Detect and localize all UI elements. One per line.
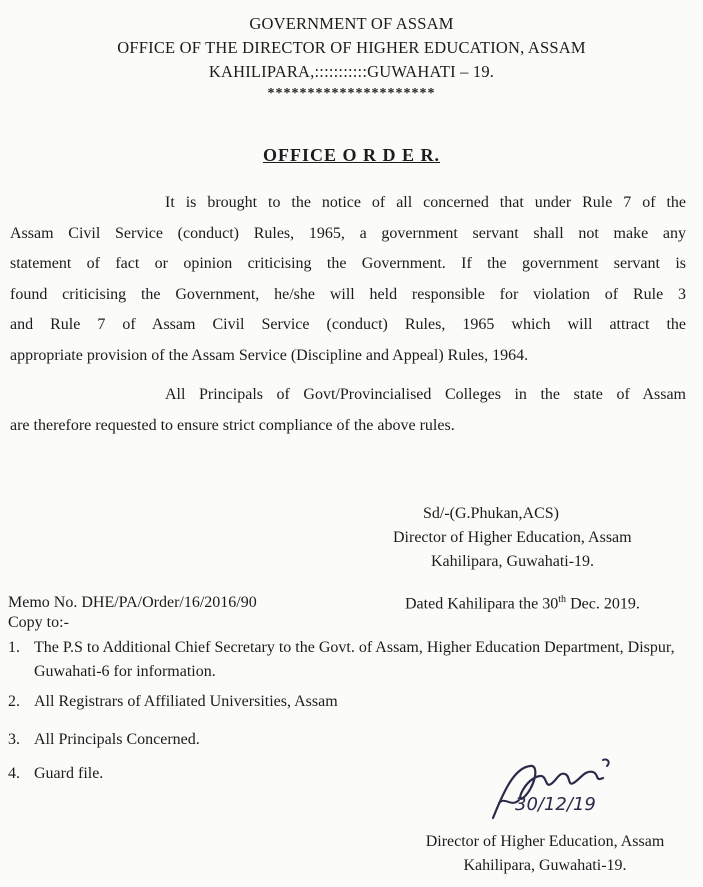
memo-date-suffix: Dec. 2019. <box>566 595 640 613</box>
memo-number: Memo No. DHE/PA/Order/16/2016/90 <box>8 594 257 611</box>
footer-signature <box>395 830 695 878</box>
copy-to-item-number: 2. <box>8 693 20 710</box>
document-title <box>0 145 703 166</box>
svg-text:30/12/19: 30/12/19 <box>515 794 596 815</box>
copy-to-item-text: The P.S to Additional Chief Secretary to the Govt. of Assam, Higher Education Department, Dispur, Guwahati-6 for information. <box>34 639 675 680</box>
header-office: OFFICE OF THE DIRECTOR OF HIGHER EDUCATION, ASSAM <box>117 38 586 57</box>
paragraph-1-line: found criticising the Government, he/she will held responsible for violation of Rule 3 <box>10 285 686 303</box>
header-divider-stars: ********************* <box>267 86 436 101</box>
copy-to-label: Copy to:- <box>8 614 69 631</box>
paragraph-2-line: are therefore requested to ensure strict compliance of the above rules. <box>10 416 455 434</box>
copy-to-item-number: 1. <box>8 639 20 656</box>
header-government: GOVERNMENT OF ASSAM <box>249 14 454 33</box>
signatory-name: Sd/-(G.Phukan,ACS) <box>423 505 560 522</box>
footer-designation: Director of Higher Education, Assam <box>425 833 665 850</box>
handwritten-signature <box>485 748 635 828</box>
paragraph-1-line: Assam Civil Service (conduct) Rules, 1965, a government servant shall not make any <box>10 224 686 242</box>
paragraph-1-line: It is brought to the notice of all concerned that under Rule 7 of the <box>165 194 686 211</box>
memo-date-prefix: Dated Kahilipara the 30 <box>405 595 559 613</box>
paragraph-1 <box>10 188 686 371</box>
paragraph-2-line: All Principals of Govt/Provincialised Colleges in the state of Assam <box>165 386 686 403</box>
document-title-text: OFFICE O R D E R. <box>262 145 440 165</box>
copy-to-item-number: 4. <box>8 765 20 782</box>
paragraph-1-line: statement of fact or opinion criticising the Government. If the government servant is <box>10 255 686 272</box>
footer-address: Kahilipara, Guwahati-19. <box>463 857 627 874</box>
copy-to-item-text: Guard file. <box>34 765 104 782</box>
copy-to-item <box>8 690 698 714</box>
copy-to-item <box>8 636 698 684</box>
copy-to-item-text: All Registrars of Affiliated Universities, Assam <box>34 693 338 710</box>
paragraph-1-line: appropriate provision of the Assam Service (Discipline and Appeal) Rules, 1964. <box>10 346 529 364</box>
copy-to-item-text: All Principals Concerned. <box>34 731 200 748</box>
header-address: KAHILIPARA,:::::::::::GUWAHATI – 19. <box>208 62 495 81</box>
paragraph-1-line: and Rule 7 of Assam Civil Service (conduct) Rules, 1965 which will attract the <box>10 316 686 333</box>
signatory-designation: Director of Higher Education, Assam <box>393 529 632 546</box>
memo-date-sup: th <box>558 594 567 605</box>
paragraph-2 <box>10 380 686 441</box>
signature-block <box>393 502 632 574</box>
copy-to-item-number: 3. <box>8 731 20 748</box>
memo-date <box>405 594 640 613</box>
signatory-address: Kahilipara, Guwahati-19. <box>431 553 595 570</box>
